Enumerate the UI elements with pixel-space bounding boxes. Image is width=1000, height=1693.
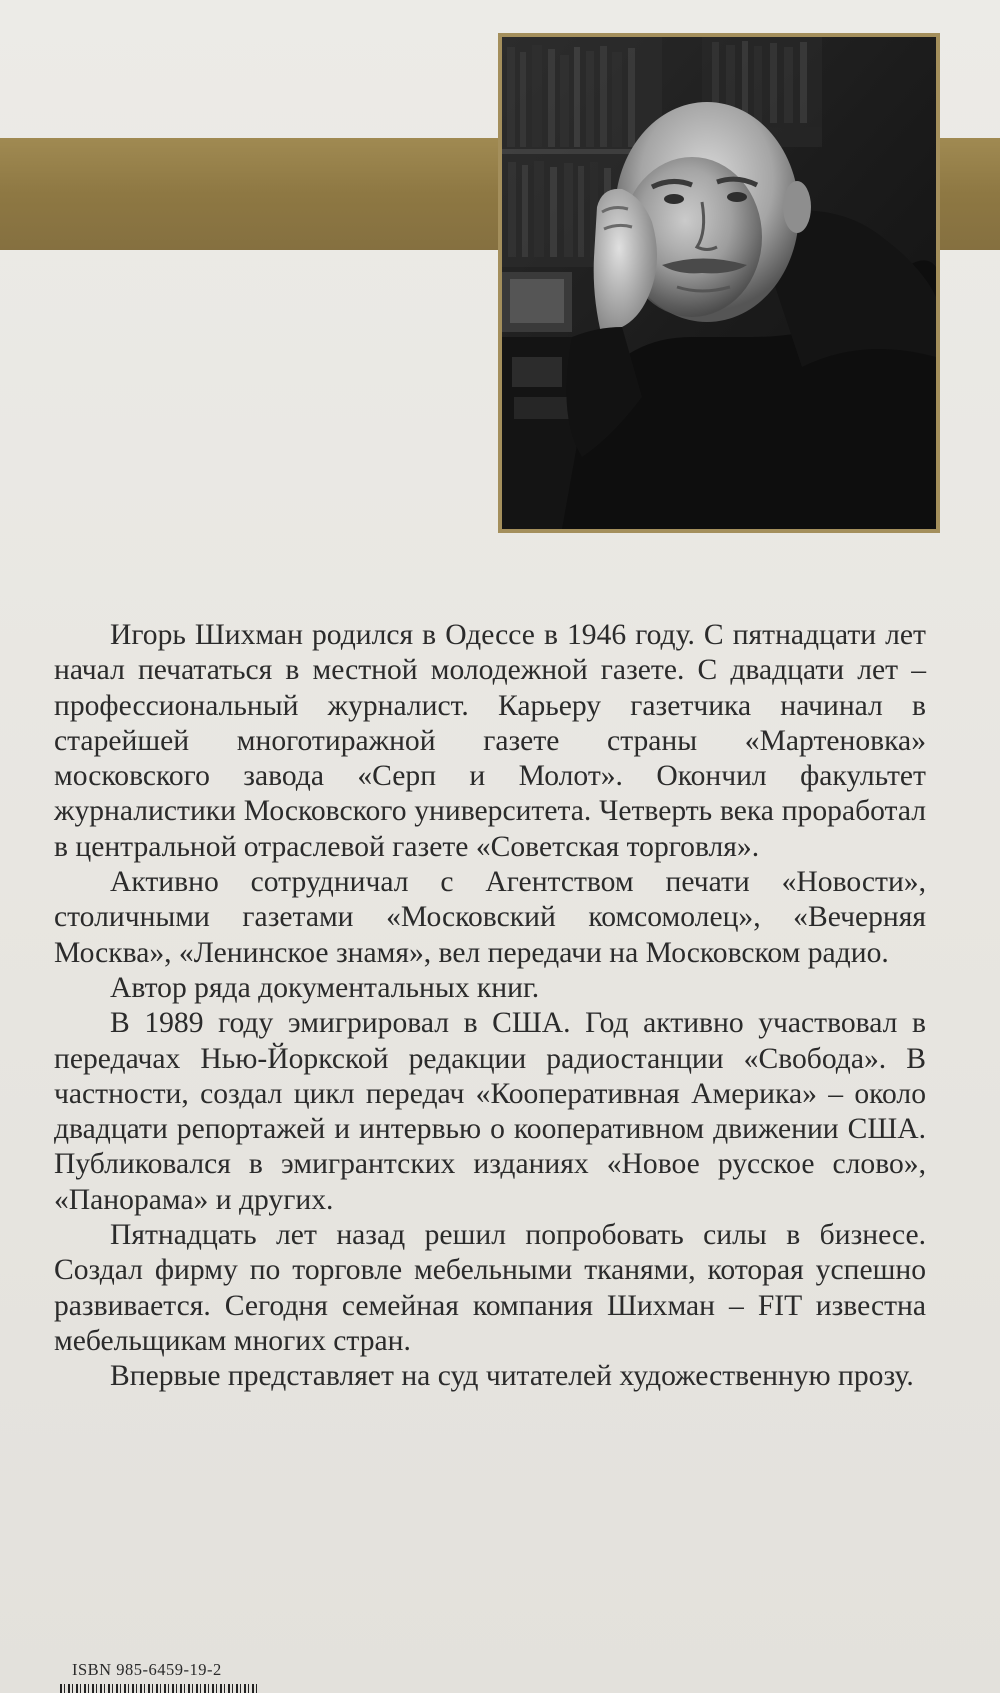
bio-paragraph-3: Автор ряда документальных книг. (110, 971, 540, 1004)
barcode (60, 1684, 260, 1693)
photo-frame (498, 33, 940, 533)
bio-paragraph-6: Впервые представляет на суд читателей художественную прозу. (110, 1360, 914, 1393)
bio-paragraph-2: Активно сотрудничал с Агентством печати «Новости», столичными газетами «Московский комсомолец», «Вечерняя Москва», «Ленинское знамя», вел передачи на Московском радио. (54, 866, 926, 969)
bio-paragraph-4: В 1989 году эмигрировал в США. Год активно участвовал в передачах Нью-Йоркской редакции радиостанции «Свобода». В частности, создал цикл передач «Кооперативная Америка» – около двадцати репортажей и интервью о кооперативном движении США. Публиковался в эмигрантских изданиях «Новое русское слово», «Панорама» и других. (54, 1007, 926, 1216)
bio-paragraph-5: Пятнадцать лет назад решил попробовать силы в бизнесе. Создал фирму по торговле мебельными тканями, которая успешно развивается. Сегодня семейная компания Шихман – FIT известна мебельщикам многих стран. (54, 1219, 926, 1357)
author-biography (54, 618, 926, 1395)
portrait-image (502, 37, 936, 529)
isbn-number: ISBN 985-6459-19-2 (72, 1660, 222, 1679)
author-portrait-photo (502, 37, 936, 529)
bio-paragraph-1: Игорь Шихман родился в Одессе в 1946 году. С пятнадцати лет начал печататься в местной молодежной газете. С двадцати лет – профессиональный журналист. Карьеру газетчика начинал в старейшей многотиражной газете страны «Мартеновка» московского завода «Серп и Молот». Окончил факультет журналистики Московского университета. Четверть века проработал в центральной отраслевой газете «Советская торговля». (54, 619, 926, 863)
